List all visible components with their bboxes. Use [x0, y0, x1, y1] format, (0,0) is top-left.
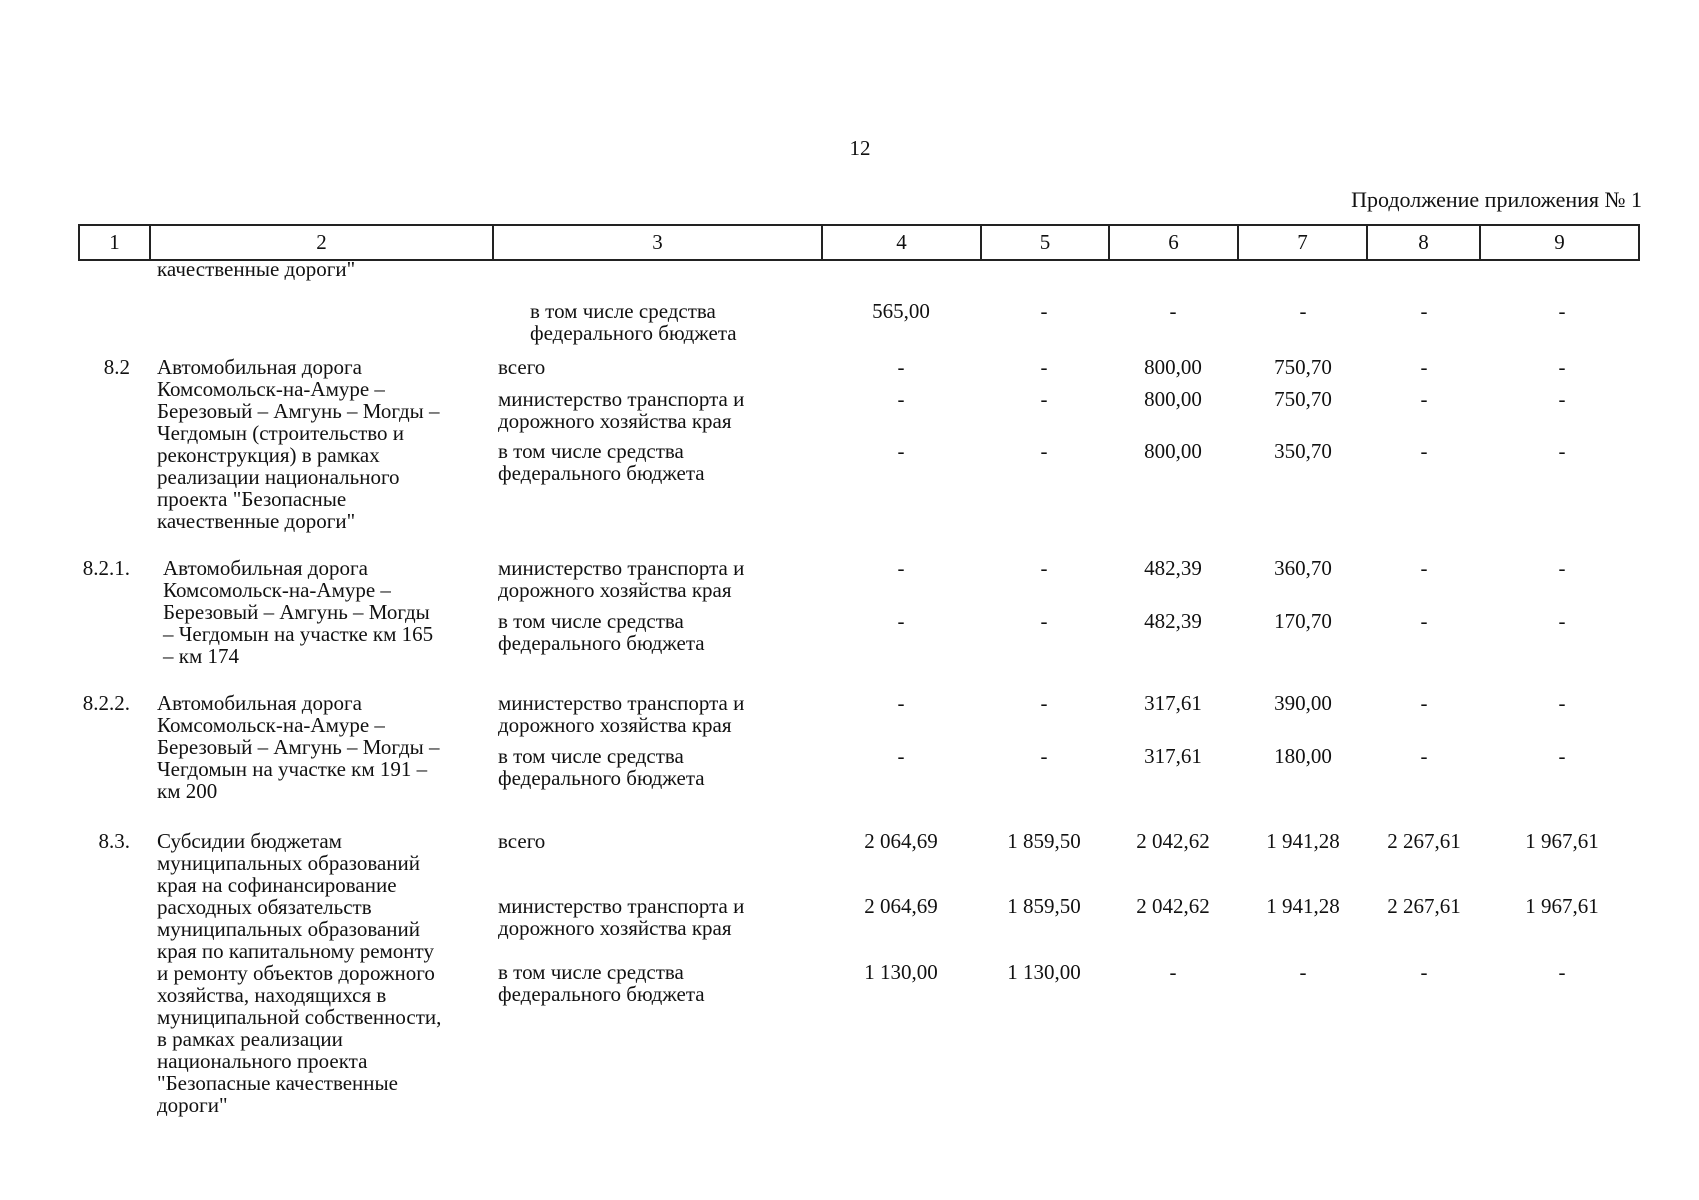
value-cell-col-8: -: [1420, 744, 1428, 768]
value-cell-col-6: 317,61: [1144, 744, 1202, 768]
value-cell-col-6: 800,00: [1144, 355, 1202, 379]
value-cell-col-7: 750,70: [1274, 355, 1332, 379]
column-number-8: 8: [1367, 225, 1480, 260]
row-name-line: Автомобильная дорога: [157, 355, 362, 379]
row-name-line: реализации национального: [157, 465, 400, 489]
row-name-line: края по капитальному ремонту: [157, 939, 434, 963]
row-number: 8.2: [103, 355, 130, 379]
row-name-line: расходных обязательств: [157, 895, 372, 919]
funding-source-line: федерального бюджета: [530, 321, 737, 345]
row-name-line: Березовый – Амгунь – Могды –: [157, 735, 440, 759]
funding-source-line: дорожного хозяйства края: [498, 916, 732, 940]
row-name-line: км 200: [157, 779, 218, 803]
column-number-7: 7: [1238, 225, 1367, 260]
value-cell-col-4: 2 064,69: [864, 829, 938, 853]
value-cell-col-7: -: [1299, 299, 1307, 323]
row-number: 8.2.2.: [82, 691, 130, 715]
funding-source-line: дорожного хозяйства края: [498, 713, 732, 737]
value-cell-col-8: -: [1420, 556, 1428, 580]
value-cell-col-8: -: [1420, 609, 1428, 633]
value-cell-col-9: -: [1558, 744, 1566, 768]
value-cell-col-6: -: [1169, 960, 1177, 984]
value-cell-col-9: -: [1558, 556, 1566, 580]
row-name-line: "Безопасные качественные: [157, 1071, 398, 1095]
value-cell-col-5: -: [1040, 691, 1048, 715]
row-name-line: муниципальных образований: [157, 917, 420, 941]
row-name-line: Автомобильная дорога: [157, 691, 362, 715]
funding-source-line: в том числе средства: [498, 609, 684, 633]
value-cell-col-7: -: [1299, 960, 1307, 984]
row-name-line: проекта "Безопасные: [157, 487, 347, 511]
value-cell-col-4: -: [897, 387, 905, 411]
value-cell-col-6: 2 042,62: [1136, 894, 1210, 918]
value-cell-col-6: 317,61: [1144, 691, 1202, 715]
row-name-line: Комсомольск-на-Амуре –: [163, 578, 391, 602]
table-header: [78, 224, 1640, 261]
row-number: 8.3.: [98, 829, 130, 853]
page-number: 12: [849, 136, 871, 160]
value-cell-col-8: -: [1420, 439, 1428, 463]
value-cell-col-6: 800,00: [1144, 439, 1202, 463]
value-cell-col-5: 1 859,50: [1007, 894, 1081, 918]
row-name-line: и ремонту объектов дорожного: [157, 961, 435, 985]
value-cell-col-4: -: [897, 744, 905, 768]
funding-source-line: федерального бюджета: [498, 461, 705, 485]
value-cell-col-5: -: [1040, 744, 1048, 768]
value-cell-col-9: -: [1558, 387, 1566, 411]
value-cell-col-4: -: [897, 439, 905, 463]
value-cell-col-5: -: [1040, 439, 1048, 463]
value-cell-col-8: -: [1420, 299, 1428, 323]
value-cell-col-5: -: [1040, 609, 1048, 633]
value-cell-col-6: 800,00: [1144, 387, 1202, 411]
row-name-line: Березовый – Амгунь – Могды –: [157, 399, 440, 423]
value-cell-col-9: 1 967,61: [1525, 894, 1599, 918]
funding-source-line: всего: [498, 355, 546, 379]
value-cell-col-9: 1 967,61: [1525, 829, 1599, 853]
continued-row-text: качественные дороги": [157, 257, 356, 281]
value-cell-col-6: 482,39: [1144, 609, 1202, 633]
row-name-line: дороги": [157, 1093, 228, 1117]
continuation-label: Продолжение приложения № 1: [1351, 187, 1642, 212]
row-name-line: – Чегдомын на участке км 165: [163, 622, 434, 646]
value-cell-col-4: 1 130,00: [864, 960, 938, 984]
value-cell-col-4: -: [897, 609, 905, 633]
funding-source-line: дорожного хозяйства края: [498, 578, 732, 602]
value-cell-col-8: -: [1420, 387, 1428, 411]
value-cell-col-8: -: [1420, 355, 1428, 379]
value-cell-col-7: 360,70: [1274, 556, 1332, 580]
funding-source-line: федерального бюджета: [498, 631, 705, 655]
value-cell-col-5: -: [1040, 355, 1048, 379]
value-cell-col-7: 750,70: [1274, 387, 1332, 411]
value-cell-col-5: 1 130,00: [1007, 960, 1081, 984]
value-cell-col-7: 350,70: [1274, 439, 1332, 463]
column-number-3: 3: [493, 225, 822, 260]
row-name-line: – км 174: [163, 644, 239, 668]
row-name-line: муниципальной собственности,: [157, 1005, 442, 1029]
column-number-5: 5: [981, 225, 1109, 260]
row-name-line: национального проекта: [157, 1049, 368, 1073]
value-cell-col-4: -: [897, 355, 905, 379]
funding-source-line: в том числе средства: [498, 439, 684, 463]
funding-source-line: федерального бюджета: [498, 766, 705, 790]
funding-source-line: министерство транспорта и: [498, 691, 745, 715]
row-name-line: реконструкция) в рамках: [157, 443, 380, 467]
value-cell-col-6: 2 042,62: [1136, 829, 1210, 853]
row-name-line: края на софинансирование: [157, 873, 397, 897]
row-name-line: Чегдомын на участке км 191 –: [157, 757, 428, 781]
row-name-line: Березовый – Амгунь – Могды: [163, 600, 430, 624]
value-cell-col-4: 2 064,69: [864, 894, 938, 918]
column-number-9: 9: [1480, 225, 1639, 260]
value-cell-col-7: 180,00: [1274, 744, 1332, 768]
row-name-line: хозяйства, находящихся в: [157, 983, 387, 1007]
funding-source-line: в том числе средства: [498, 960, 684, 984]
value-cell-col-5: -: [1040, 299, 1048, 323]
value-cell-col-6: -: [1169, 299, 1177, 323]
row-number: 8.2.1.: [82, 556, 130, 580]
value-cell-col-7: 1 941,28: [1266, 894, 1340, 918]
column-number-4: 4: [822, 225, 981, 260]
funding-source-line: министерство транспорта и: [498, 387, 745, 411]
value-cell-col-5: 1 859,50: [1007, 829, 1081, 853]
funding-source-line: в том числе средства: [530, 299, 716, 323]
funding-source-line: федерального бюджета: [498, 982, 705, 1006]
value-cell-col-7: 170,70: [1274, 609, 1332, 633]
value-cell-col-8: -: [1420, 960, 1428, 984]
row-name-line: Комсомольск-на-Амуре –: [157, 377, 385, 401]
funding-source-line: всего: [498, 829, 546, 853]
row-name-line: Комсомольск-на-Амуре –: [157, 713, 385, 737]
funding-source-line: министерство транспорта и: [498, 556, 745, 580]
value-cell-col-5: -: [1040, 387, 1048, 411]
value-cell-col-9: -: [1558, 439, 1566, 463]
row-name-line: Автомобильная дорога: [163, 556, 368, 580]
row-name-line: Субсидии бюджетам: [157, 829, 342, 853]
column-number-1: 1: [79, 225, 150, 260]
value-cell-col-9: -: [1558, 960, 1566, 984]
value-cell-col-9: -: [1558, 355, 1566, 379]
row-name-line: муниципальных образований: [157, 851, 420, 875]
row-name-line: качественные дороги": [157, 509, 356, 533]
value-cell-col-4: -: [897, 556, 905, 580]
column-number-2: 2: [150, 225, 493, 260]
value-cell-col-8: 2 267,61: [1387, 829, 1461, 853]
value-cell-col-5: -: [1040, 556, 1048, 580]
value-cell-col-8: 2 267,61: [1387, 894, 1461, 918]
value-cell-col-7: 1 941,28: [1266, 829, 1340, 853]
value-cell-col-7: 390,00: [1274, 691, 1332, 715]
funding-source-line: в том числе средства: [498, 744, 684, 768]
funding-source-line: министерство транспорта и: [498, 894, 745, 918]
value-cell-col-6: 482,39: [1144, 556, 1202, 580]
value-cell-col-9: -: [1558, 691, 1566, 715]
funding-source-line: дорожного хозяйства края: [498, 409, 732, 433]
value-cell-col-4: -: [897, 691, 905, 715]
column-number-6: 6: [1109, 225, 1238, 260]
row-name-line: Чегдомын (строительство и: [157, 421, 405, 445]
value-cell-col-9: -: [1558, 299, 1566, 323]
value-cell-col-9: -: [1558, 609, 1566, 633]
value-cell-col-4: 565,00: [872, 299, 930, 323]
row-name-line: в рамках реализации: [157, 1027, 343, 1051]
value-cell-col-8: -: [1420, 691, 1428, 715]
